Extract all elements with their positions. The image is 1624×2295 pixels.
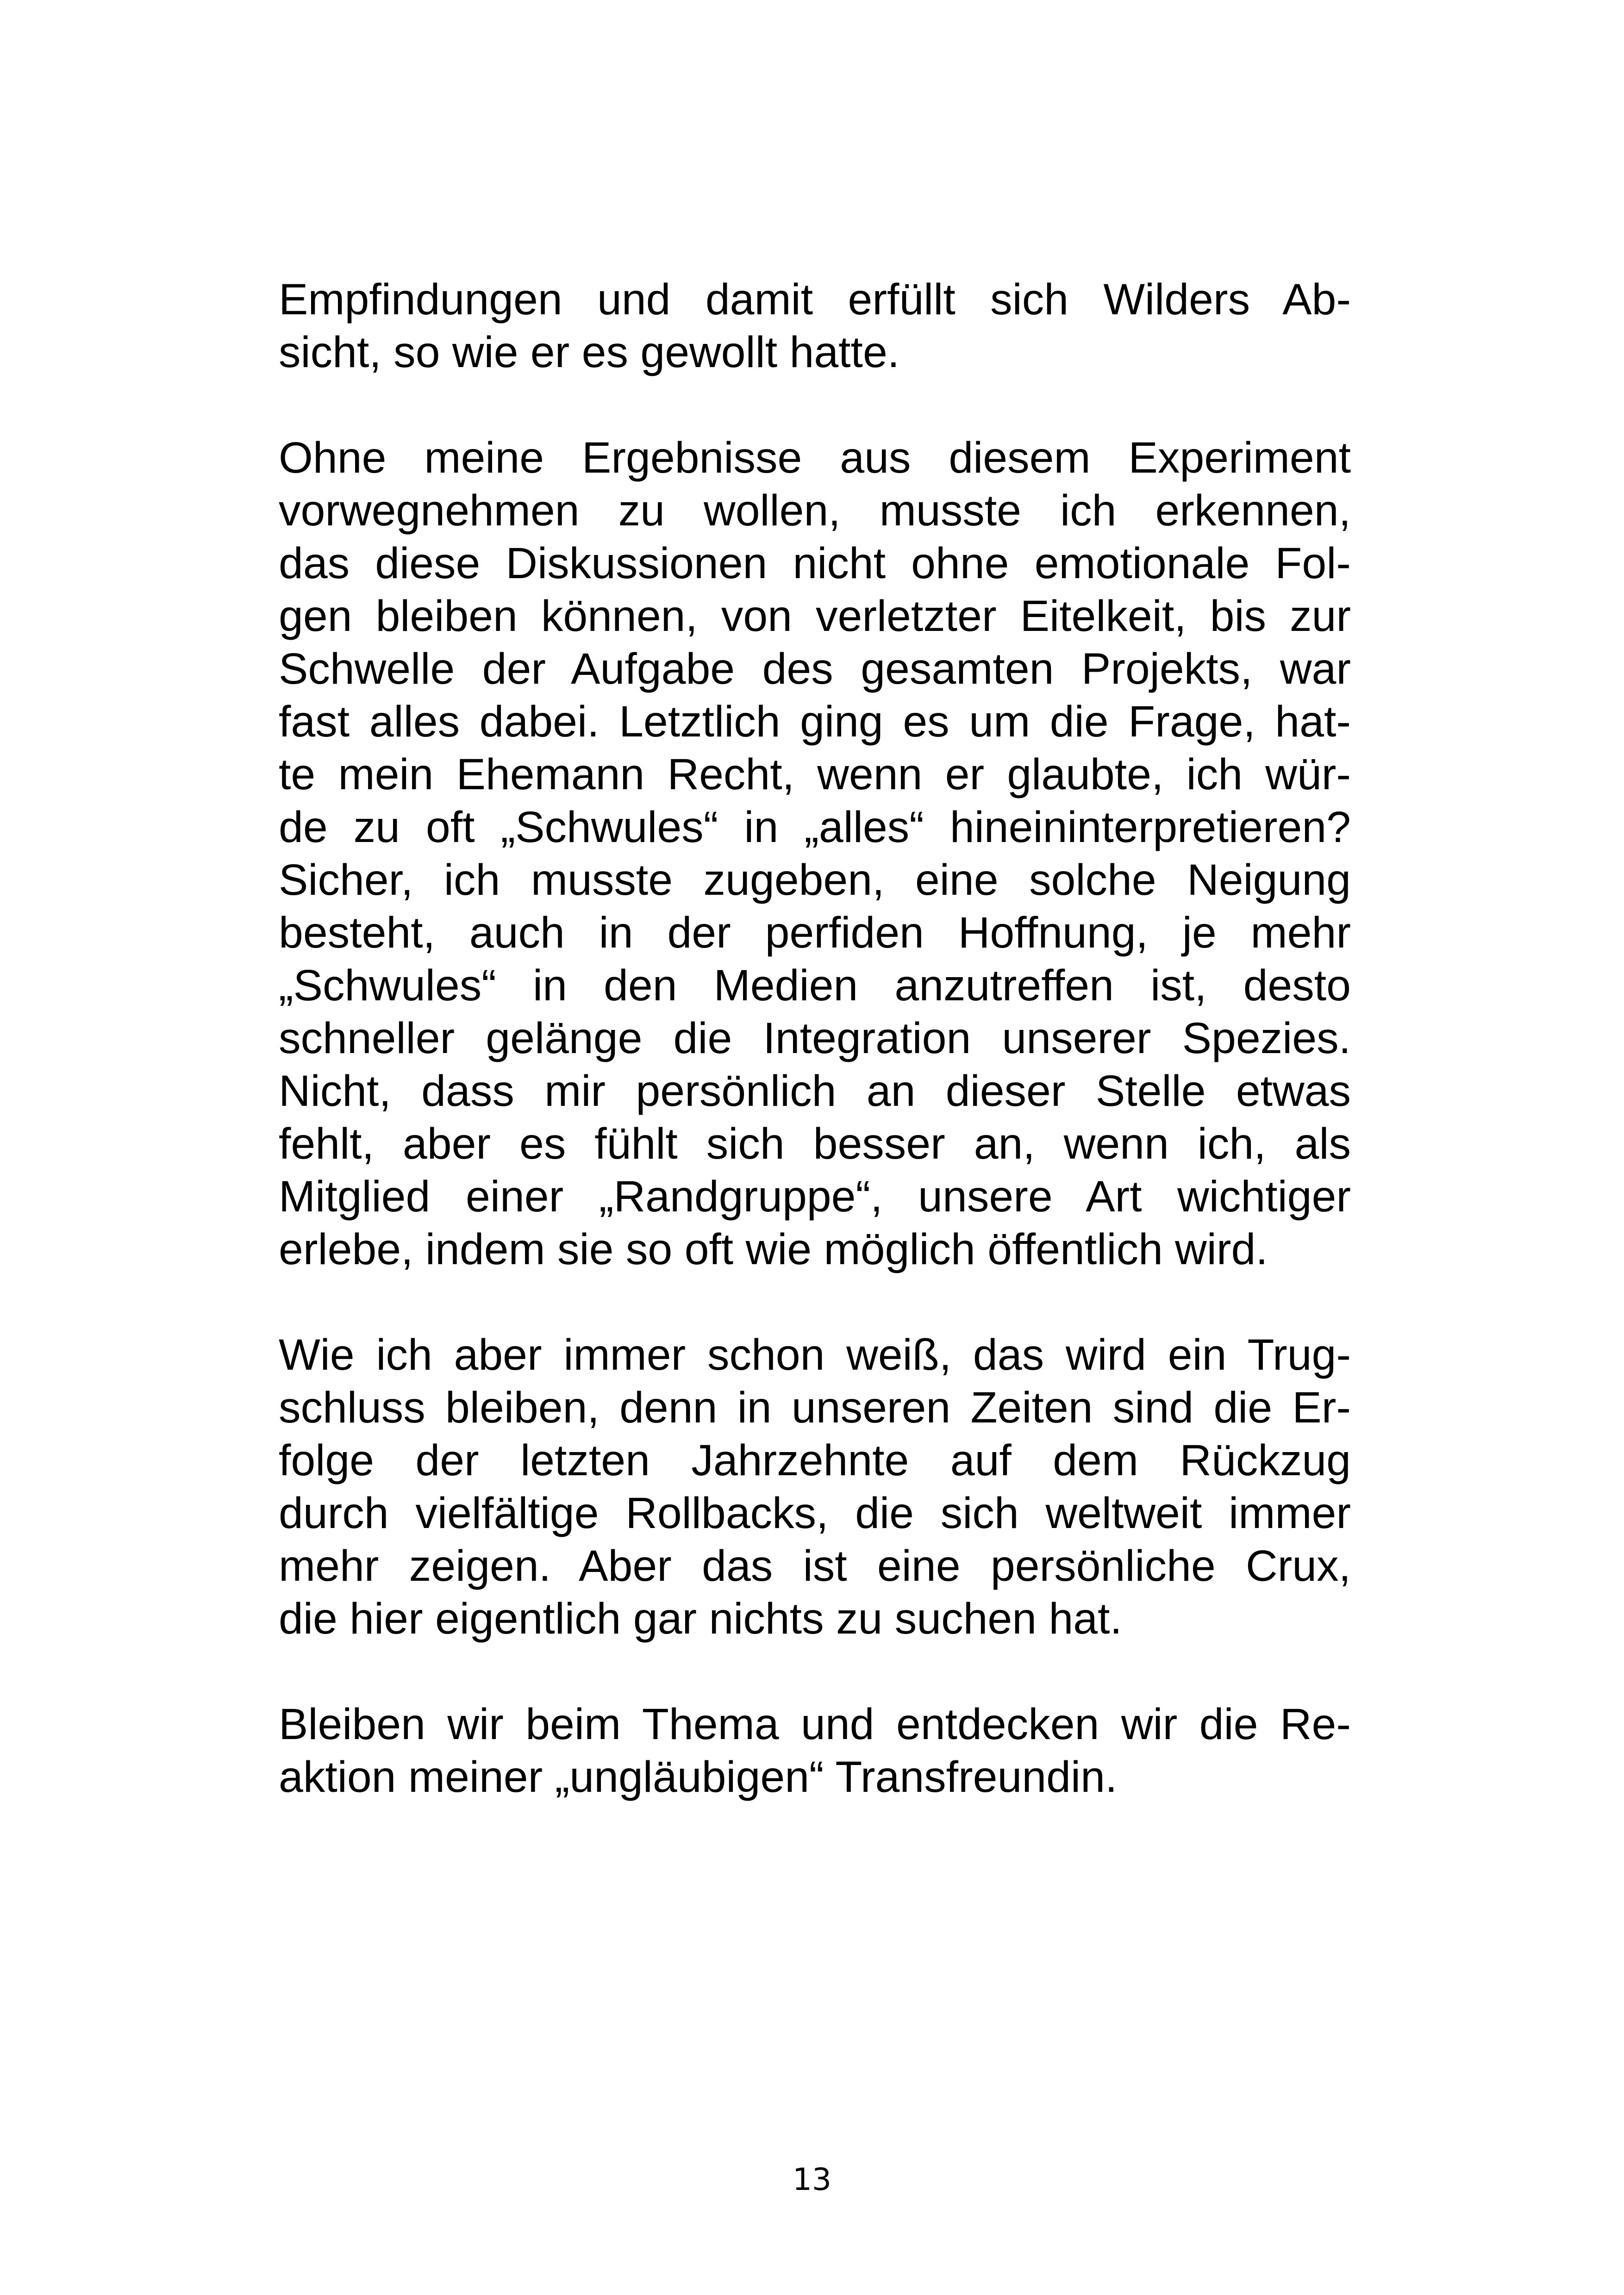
text-line: sicht, so wie er es gewollt hatte.	[279, 328, 900, 377]
text-line: durch vielfältige Rollbacks, die sich weltweit immer	[279, 1489, 1351, 1538]
text-line: erlebe, indem sie so oft wie möglich öffentlich wird.	[279, 1225, 1268, 1274]
text-line: fehlt, aber es fühlt sich besser an, wenn ich, als	[279, 1119, 1351, 1168]
text-line: de zu oft „Schwules“ in „alles“ hineininterpretieren?	[279, 803, 1351, 852]
text-line: fast alles dabei. Letztlich ging es um die Frage, hat-	[279, 697, 1351, 746]
paragraph	[279, 1698, 1351, 1803]
text-line: Wie ich aber immer schon weiß, das wird ein Trug-	[279, 1330, 1351, 1379]
text-line: das diese Diskussionen nicht ohne emotionale Fol-	[279, 539, 1351, 588]
text-line: Mitglied einer „Randgruppe“, unsere Art wichtiger	[279, 1172, 1351, 1221]
text-line: schneller gelänge die Integration unserer Spezies.	[279, 1014, 1351, 1063]
text-line: Nicht, dass mir persönlich an dieser Stelle etwas	[279, 1066, 1351, 1116]
text-line: mehr zeigen. Aber das ist eine persönliche Crux,	[279, 1541, 1351, 1590]
text-line: besteht, auch in der perfiden Hoffnung, je mehr	[279, 908, 1351, 957]
text-line: Ohne meine Ergebnisse aus diesem Experiment	[279, 433, 1351, 482]
text-line: vorwegnehmen zu wollen, musste ich erkennen,	[279, 486, 1351, 535]
page-number: 13	[793, 2162, 831, 2197]
body-text	[279, 273, 1351, 1856]
text-line: Bleiben wir beim Thema und entdecken wir die Re-	[279, 1700, 1351, 1749]
text-line: folge der letzten Jahrzehnte auf dem Rückzug	[279, 1436, 1351, 1485]
paragraph	[279, 431, 1351, 1276]
text-line: te mein Ehemann Recht, wenn er glaubte, ich wür-	[279, 750, 1351, 799]
text-line: schluss bleiben, denn in unseren Zeiten sind die Er-	[279, 1383, 1351, 1432]
text-line: „Schwules“ in den Medien anzutreffen ist, desto	[279, 961, 1351, 1010]
paragraph	[279, 1328, 1351, 1645]
text-line: die hier eigentlich gar nichts zu suchen hat.	[279, 1594, 1122, 1643]
text-line: aktion meiner „ungläubigen“ Transfreundin.	[279, 1752, 1118, 1802]
text-line: Sicher, ich musste zugeben, eine solche Neigung	[279, 855, 1351, 904]
text-line: Empfindungen und damit erfüllt sich Wilders Ab-	[279, 275, 1351, 324]
text-line: Schwelle der Aufgabe des gesamten Projekts, war	[279, 644, 1351, 693]
paragraph	[279, 273, 1351, 379]
text-line: gen bleiben können, von verletzter Eitelkeit, bis zur	[279, 592, 1351, 641]
